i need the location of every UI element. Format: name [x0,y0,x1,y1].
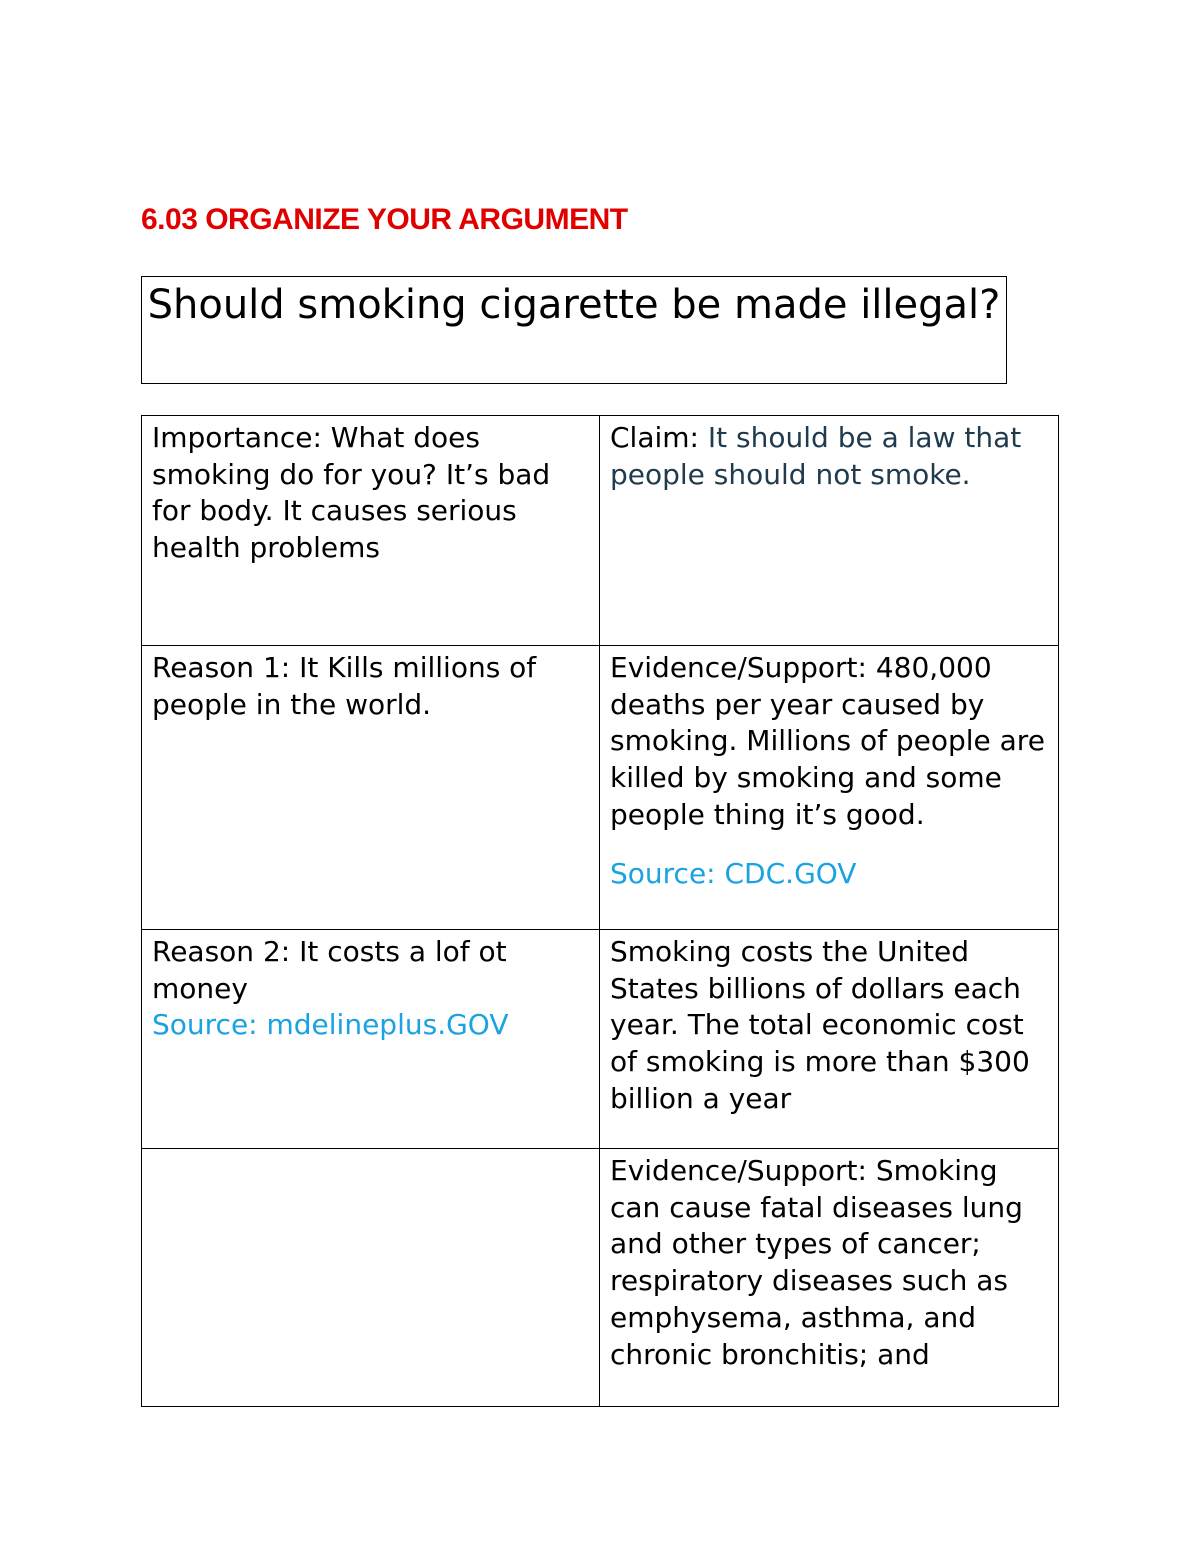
question-box [141,276,1007,384]
reason1-text: Reason 1: It Kills millions of people in the world. [152,651,537,721]
table-row-importance [142,416,1059,646]
claim-label: Claim: [610,421,708,454]
table-row-reason3 [142,1149,1059,1407]
support2-cell [600,930,1059,1149]
reason2-cell [142,930,600,1149]
evidence1-source: Source: CDC.GOV [610,856,857,890]
claim-text: It should be a law that people should not smoke. [610,421,1022,491]
claim-cell [600,416,1059,646]
argument-table [141,415,1059,1407]
reason3-cell [142,1149,600,1407]
evidence1-cell [600,646,1059,930]
table-row-reason1 [142,646,1059,930]
importance-cell [142,416,600,646]
question-text: Should smoking cigarette be made illegal? [147,282,1001,328]
evidence1-text: Evidence/Support: 480,000 deaths per year caused by smoking. Millions of people are killed by smoking and some people thing it’s good. [610,651,1045,831]
page-title: 6.03 ORGANIZE YOUR ARGUMENT [141,203,628,236]
reason2-text: Reason 2: It costs a lof ot money [152,935,507,1005]
table-row-reason2 [142,930,1059,1149]
support2-text: Smoking costs the United States billions of dollars each year. The total economic cost of smoking is more than $300 billion a year [610,935,1030,1115]
importance-text: Importance: What does smoking do for you? It’s bad for body. It causes serious health problems [152,421,551,565]
evidence3-cell [600,1149,1059,1407]
evidence3-text: Evidence/Support: Smoking can cause fatal diseases lung and other types of cancer; respiratory diseases such as emphysema, asthma, and chronic bronchitis; and [610,1154,1023,1371]
reason1-cell [142,646,600,930]
reason2-source: Source: mdelineplus.GOV [152,1008,509,1042]
